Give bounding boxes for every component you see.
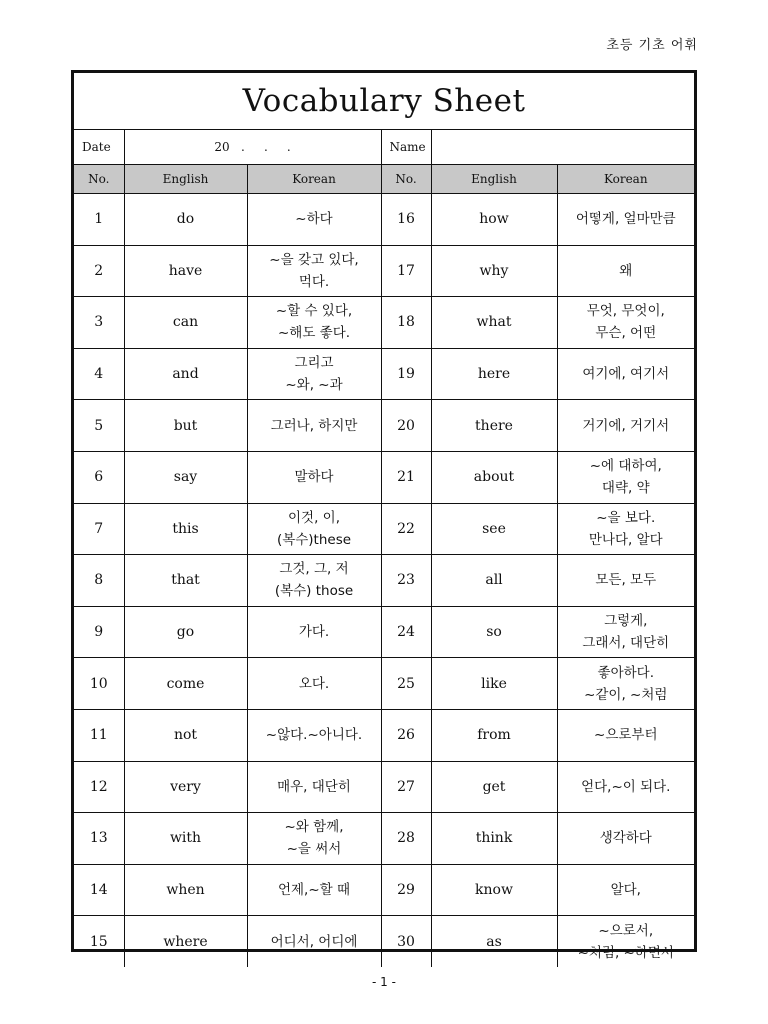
entry-number: 5 (74, 400, 124, 452)
korean-meaning: 말하다 (247, 451, 381, 503)
table-row (74, 503, 694, 555)
entry-number: 19 (381, 348, 431, 400)
col-header-no: No. (74, 165, 124, 194)
table-row (74, 451, 694, 503)
table-row (74, 245, 694, 297)
korean-meaning: 그렇게, 그래서, 대단히 (557, 606, 694, 658)
korean-meaning: 왜 (557, 245, 694, 297)
korean-meaning: ~을 보다. 만나다, 알다 (557, 503, 694, 555)
english-word: think (431, 813, 557, 865)
korean-meaning: 모든, 모두 (557, 555, 694, 607)
entry-number: 24 (381, 606, 431, 658)
english-word: go (124, 606, 247, 658)
english-word: here (431, 348, 557, 400)
korean-meaning: 생각하다 (557, 813, 694, 865)
korean-meaning: ~을 갖고 있다, 먹다. (247, 245, 381, 297)
entry-number: 21 (381, 451, 431, 503)
entry-number: 3 (74, 297, 124, 349)
table-row (74, 813, 694, 865)
english-word: see (431, 503, 557, 555)
korean-meaning: ~으로서, ~처럼, ~하면서 (557, 916, 694, 967)
english-word: can (124, 297, 247, 349)
english-word: that (124, 555, 247, 607)
column-header-row (74, 165, 694, 194)
english-word: have (124, 245, 247, 297)
table-row (74, 916, 694, 967)
table-row (74, 606, 694, 658)
entry-number: 1 (74, 194, 124, 246)
entry-number: 6 (74, 451, 124, 503)
entry-number: 23 (381, 555, 431, 607)
table-row (74, 864, 694, 916)
english-word: why (431, 245, 557, 297)
korean-meaning: ~하다 (247, 194, 381, 246)
entry-number: 17 (381, 245, 431, 297)
table-row (74, 297, 694, 349)
entry-number: 12 (74, 761, 124, 813)
korean-meaning: 그것, 그, 저 (복수) those (247, 555, 381, 607)
english-word: with (124, 813, 247, 865)
korean-meaning: 매우, 대단히 (247, 761, 381, 813)
entry-number: 25 (381, 658, 431, 710)
col-header-korean: Korean (247, 165, 381, 194)
entry-number: 22 (381, 503, 431, 555)
english-word: come (124, 658, 247, 710)
english-word: what (431, 297, 557, 349)
entry-number: 10 (74, 658, 124, 710)
table-row (74, 348, 694, 400)
english-word: this (124, 503, 247, 555)
entry-number: 29 (381, 864, 431, 916)
table-row (74, 555, 694, 607)
korean-meaning: ~와 함께, ~을 써서 (247, 813, 381, 865)
table-row (74, 400, 694, 452)
english-word: when (124, 864, 247, 916)
entry-number: 15 (74, 916, 124, 967)
entry-number: 16 (381, 194, 431, 246)
korean-meaning: 어디서, 어디에 (247, 916, 381, 967)
korean-meaning: 알다, (557, 864, 694, 916)
col-header-english: English (431, 165, 557, 194)
entry-number: 8 (74, 555, 124, 607)
entry-number: 18 (381, 297, 431, 349)
korean-meaning: 여기에, 여기서 (557, 348, 694, 400)
entry-number: 20 (381, 400, 431, 452)
meta-row (74, 130, 694, 165)
entry-number: 14 (74, 864, 124, 916)
english-word: say (124, 451, 247, 503)
entry-number: 13 (74, 813, 124, 865)
korean-meaning: 어떻게, 얼마만큼 (557, 194, 694, 246)
korean-meaning: 이것, 이, (복수)these (247, 503, 381, 555)
name-label: Name (381, 130, 431, 165)
entry-number: 7 (74, 503, 124, 555)
col-header-no: No. (381, 165, 431, 194)
english-word: there (431, 400, 557, 452)
korean-meaning: 좋아하다. ~같이, ~처럼 (557, 658, 694, 710)
page-number: - 1 - (372, 975, 396, 989)
entry-number: 11 (74, 709, 124, 761)
date-label: Date (74, 130, 124, 165)
korean-meaning: ~않다.~아니다. (247, 709, 381, 761)
entry-number: 4 (74, 348, 124, 400)
korean-meaning: 무엇, 무엇이, 무슨, 어떤 (557, 297, 694, 349)
korean-meaning: 그러나, 하지만 (247, 400, 381, 452)
vocabulary-sheet (71, 70, 697, 961)
table-row (74, 761, 694, 813)
table-row (74, 194, 694, 246)
korean-meaning: 얻다,~이 되다. (557, 761, 694, 813)
english-word: not (124, 709, 247, 761)
korean-meaning: 거기에, 거기서 (557, 400, 694, 452)
sheet-title: Vocabulary Sheet (74, 73, 694, 130)
english-word: get (431, 761, 557, 813)
entry-number: 27 (381, 761, 431, 813)
english-word: know (431, 864, 557, 916)
name-field[interactable] (431, 130, 694, 165)
col-header-english: English (124, 165, 247, 194)
english-word: as (431, 916, 557, 967)
english-word: where (124, 916, 247, 967)
korean-meaning: ~할 수 있다, ~해도 좋다. (247, 297, 381, 349)
english-word: so (431, 606, 557, 658)
english-word: do (124, 194, 247, 246)
entry-number: 28 (381, 813, 431, 865)
table-row (74, 709, 694, 761)
col-header-korean: Korean (557, 165, 694, 194)
vocabulary-table (74, 73, 694, 967)
english-word: and (124, 348, 247, 400)
korean-meaning: ~에 대하여, 대략, 약 (557, 451, 694, 503)
english-word: from (431, 709, 557, 761)
korean-meaning: 가다. (247, 606, 381, 658)
english-word: about (431, 451, 557, 503)
korean-meaning: 오다. (247, 658, 381, 710)
entry-number: 2 (74, 245, 124, 297)
english-word: all (431, 555, 557, 607)
english-word: how (431, 194, 557, 246)
date-field[interactable]: 20 . . . (124, 130, 381, 165)
korean-meaning: 언제,~할 때 (247, 864, 381, 916)
table-row (74, 658, 694, 710)
page-header: 초등 기초 어휘 (606, 38, 698, 53)
english-word: very (124, 761, 247, 813)
korean-meaning: 그리고 ~와, ~과 (247, 348, 381, 400)
english-word: but (124, 400, 247, 452)
entry-number: 9 (74, 606, 124, 658)
english-word: like (431, 658, 557, 710)
entry-number: 30 (381, 916, 431, 967)
korean-meaning: ~으로부터 (557, 709, 694, 761)
entry-number: 26 (381, 709, 431, 761)
